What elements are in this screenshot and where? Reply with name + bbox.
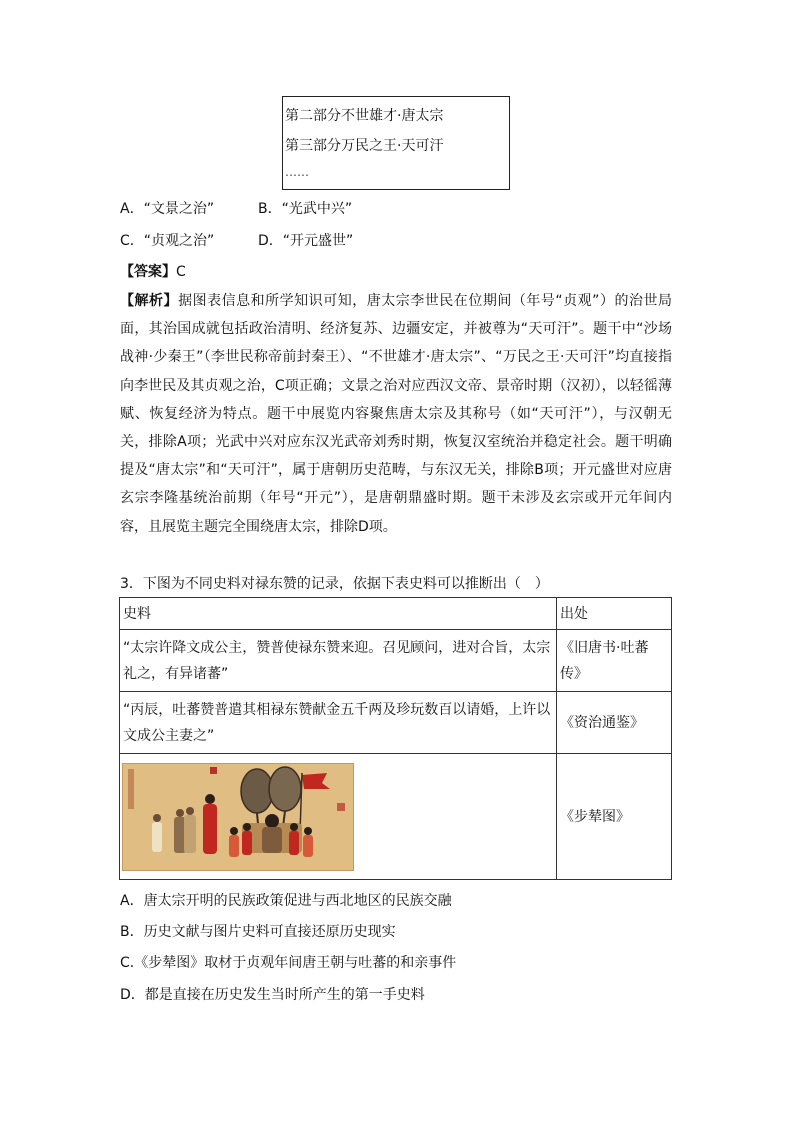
outline-line-3: 第三部分万民之王·天可汗 [285, 138, 444, 154]
header-source: 史料 [120, 598, 557, 630]
table-row [120, 754, 672, 880]
q2-option-c: C．“贞观之治” [120, 233, 215, 249]
q2-option-d: D．“开元盛世” [258, 233, 354, 249]
q3-option-c: C.《步辇图》取材于贞观年间唐王朝与吐蕃的和亲事件 [120, 955, 457, 971]
bunian-tu-painting [122, 763, 354, 871]
q2-analysis [120, 287, 672, 541]
exhibition-outline-box [282, 96, 510, 190]
q3-stem: 3．下图为不同史料对禄东赞的记录，依据下表史料可以推断出（ ） [120, 576, 549, 592]
q3-option-b: B．历史文献与图片史料可直接还原历史现实 [120, 924, 396, 940]
answer-value: C [176, 264, 186, 280]
row-2-origin: 《资治通鉴》 [557, 692, 672, 754]
outline-line-2: 第二部分不世雄才·唐太宗 [285, 108, 444, 124]
answer-label: 【答案】 [120, 264, 176, 280]
row-1-origin: 《旧唐书·吐蕃传》 [557, 630, 672, 692]
q3-option-d: D．都是直接在历史发生当时所产生的第一手史料 [120, 987, 425, 1003]
q2-option-a: A．“文景之治” [120, 201, 215, 217]
analysis-label: 【解析】 [120, 293, 179, 309]
q2-answer [120, 261, 186, 281]
row-2-source: “丙辰，吐蕃赞普遣其相禄东赞献金五千两及珍玩数百以请婚，上许以文成公主妻之” [120, 692, 557, 754]
outline-ellipsis: …… [285, 165, 309, 179]
table-row [120, 692, 672, 754]
row-3-origin: 《步辇图》 [557, 754, 672, 880]
table-row [120, 630, 672, 692]
row-3-source [120, 754, 557, 880]
analysis-text: 据图表信息和所学知识可知，唐太宗李世民在位期间（年号“贞观”）的治世局面，其治国成就包括政治清明、经济复苏、边疆安定，并被尊为“天可汗”。题干中“沙场战神·少秦王”（李世民称帝前封秦王）、“不世雄才·唐太宗”、“万民之王·天可汗”均直接指向李世民及其贞观之治，C项正确；文景之治对应西汉文帝、景帝时期（汉初），以轻徭薄赋、恢复经济为特点。题干中展览内容聚焦唐太宗及其称号（如“天可汗”），与汉朝无关，排除A项；光武中兴对应东汉光武帝刘秀时期，恢复汉室统治并稳定社会。题干明确提及“唐太宗”和“天可汗”，属于唐朝历史范畴，与东汉无关，排除B项；开元盛世对应唐玄宗李隆基统治前期（年号“开元”），是唐朝鼎盛时期。题干未涉及玄宗或开元年间内容，且展览主题完全围绕唐太宗，排除D项。 [120, 293, 672, 535]
painting-illustration [122, 763, 354, 871]
table-header-row [120, 598, 672, 630]
header-origin: 出处 [557, 598, 672, 630]
q3-option-a: A．唐太宗开明的民族政策促进与西北地区的民族交融 [120, 893, 452, 909]
q2-option-b: B．“光武中兴” [258, 201, 353, 217]
row-1-source: “太宗许降文成公主，赞普使禄东赞来迎。召见顾问，进对合旨，太宗礼之，有异诸蕃” [120, 630, 557, 692]
q3-source-table [119, 597, 672, 880]
